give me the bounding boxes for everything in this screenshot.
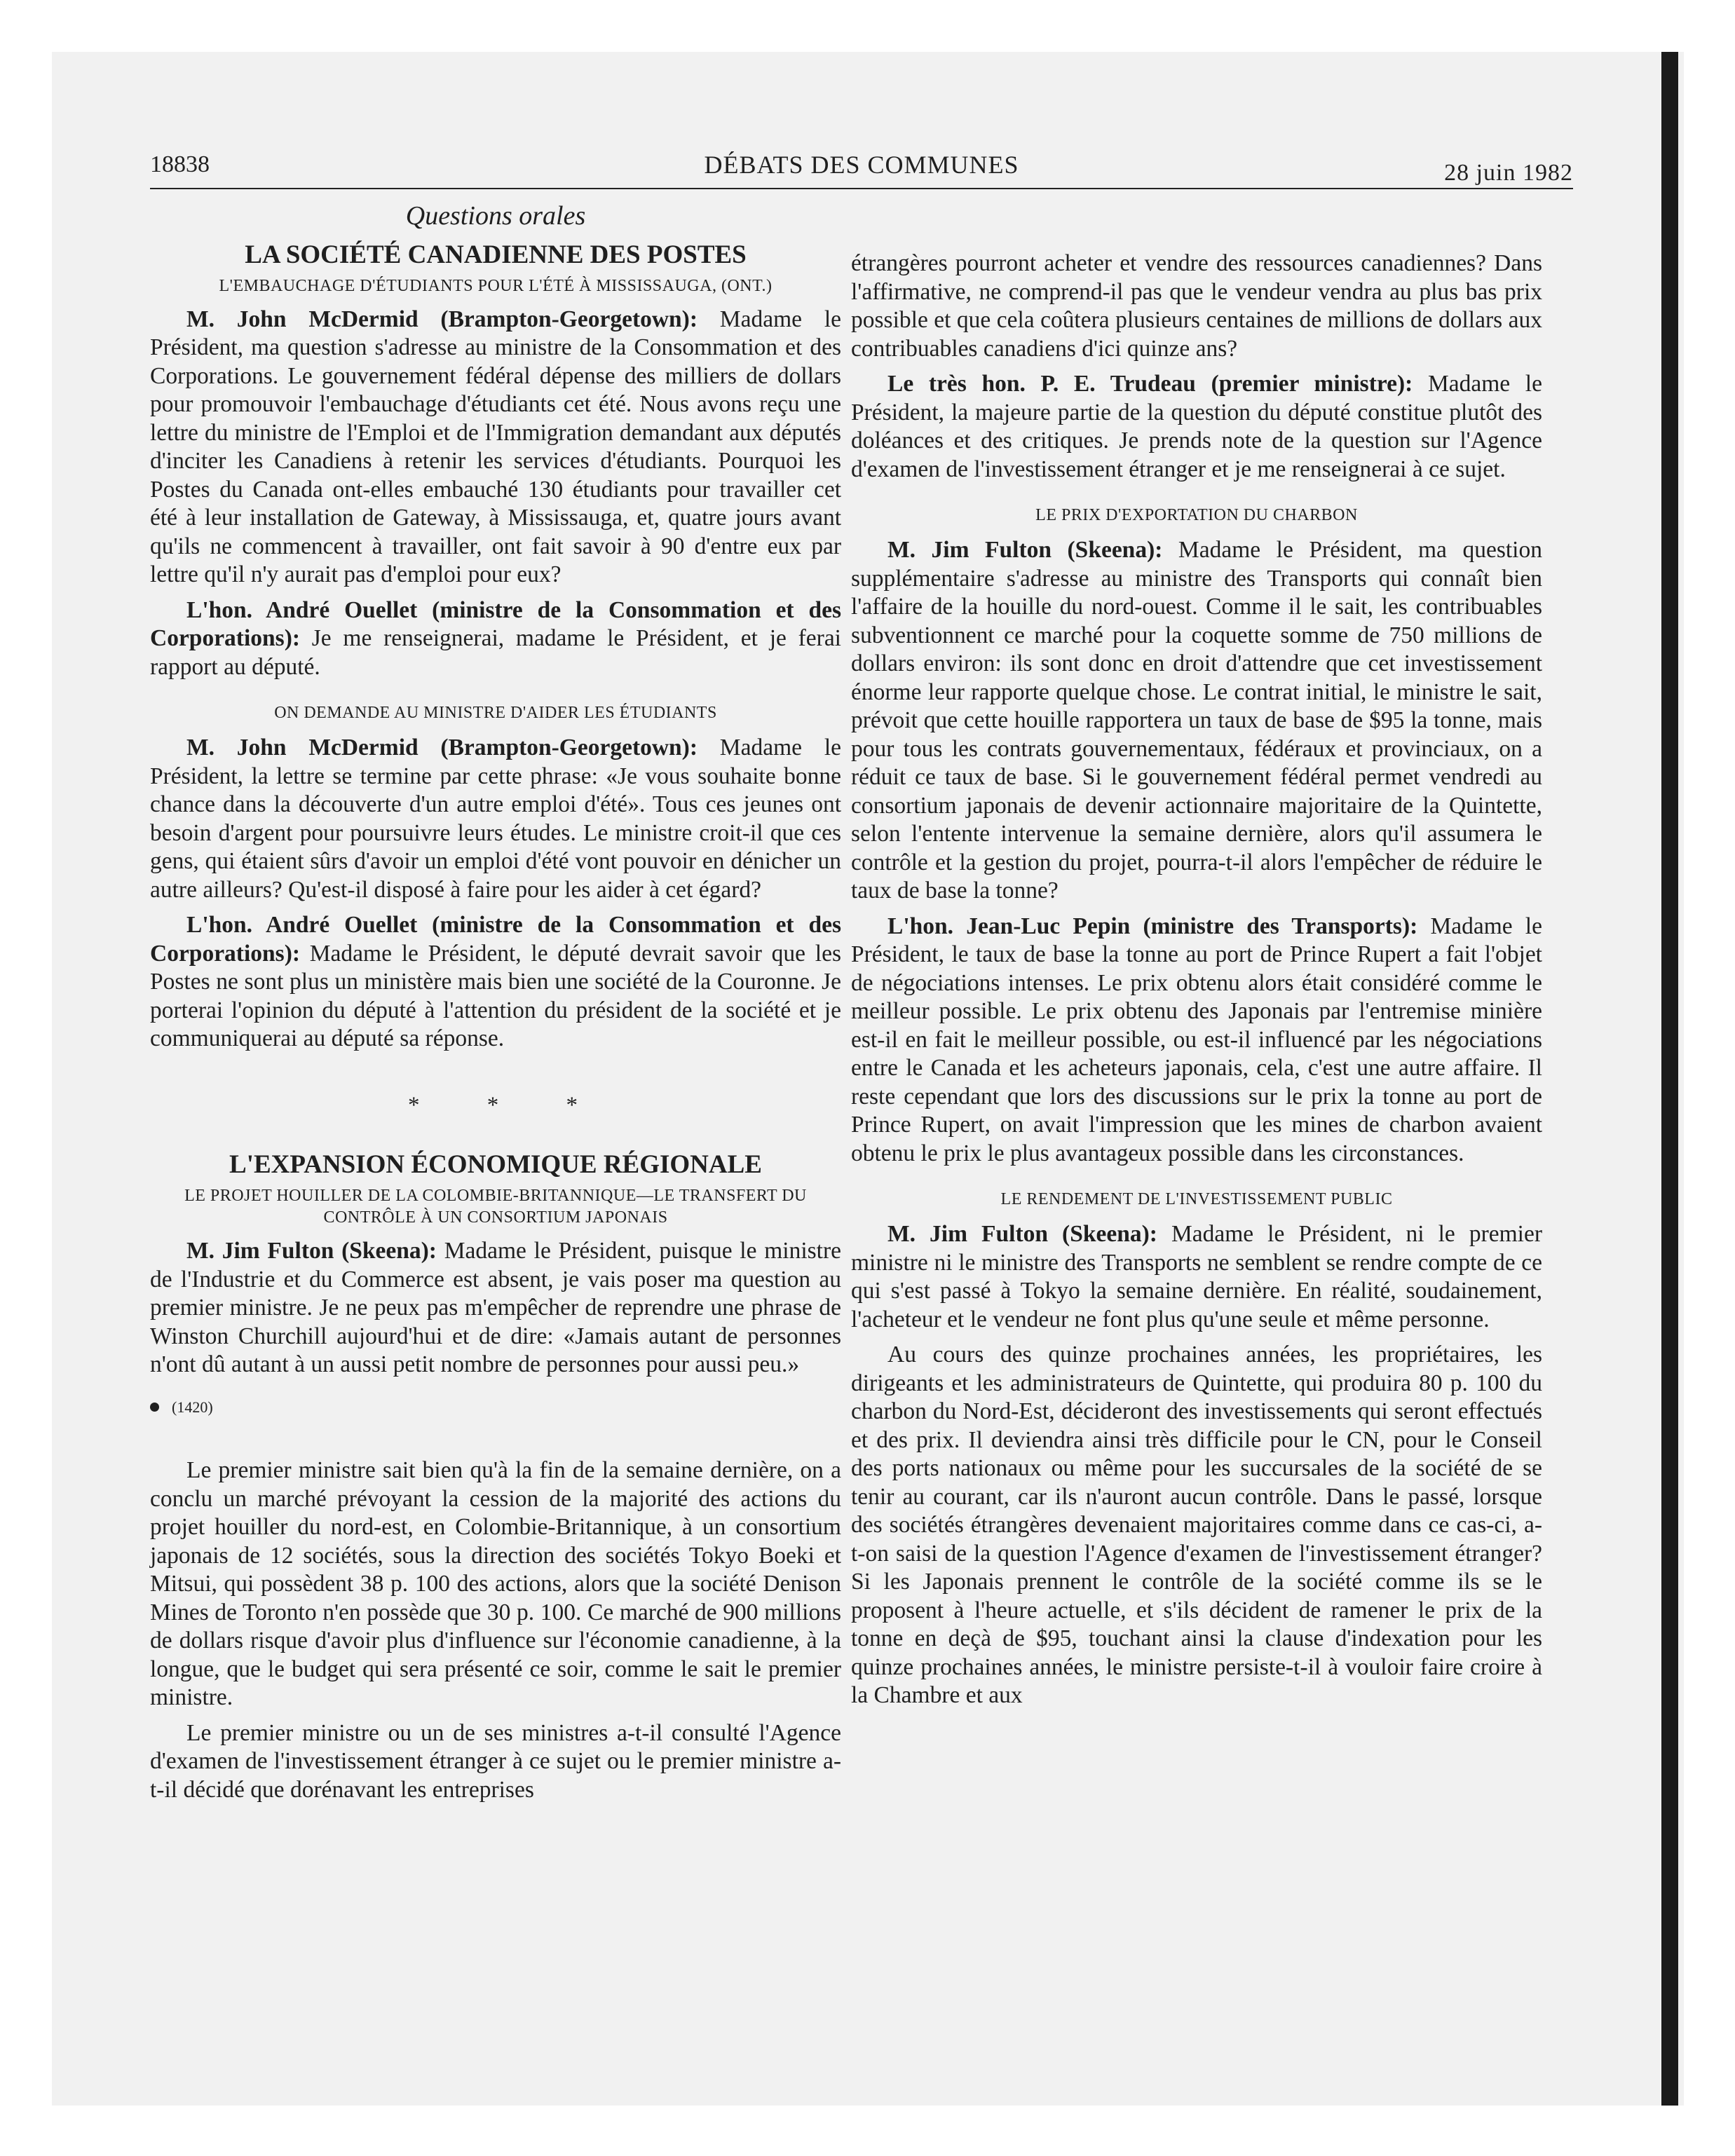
speaker-name: M. Jim Fulton (Skeena): [887, 537, 1163, 563]
left-column [150, 202, 841, 1811]
heading-postes: LA SOCIÉTÉ CANADIENNE DES POSTES [245, 240, 747, 269]
speaker-name: Le très hon. P. E. Trudeau (premier ministre): [887, 371, 1413, 397]
speaker-name: M. Jim Fulton (Skeena): [186, 1238, 437, 1264]
paragraph [150, 734, 841, 904]
subheading-embauche: L'EMBAUCHAGE D'ÉTUDIANTS POUR L'ÉTÉ À MISSISSAUGA, (ONT.) [219, 276, 773, 295]
speech-text: Madame le Président, puisque le ministre de l'Industrie et du Commerce est absent, je vais poser ma question au premier ministre. Je ne peux pas m'empêcher de reprendre une phrase de Winston Churchill aujourd'hui et de dire: «Jamais autant de personnes n'ont dû autant à un aussi petit nombre de personnes pour aussi peu.» [150, 1238, 842, 1377]
time-marker-text: (1420) [172, 1398, 213, 1416]
speaker-name: M. John McDermid (Brampton-Georgetown): [186, 735, 698, 760]
time-marker [150, 1393, 841, 1422]
speaker-name: L'hon. André Ouellet (ministre de la Consommation et des Corporations): [150, 912, 841, 967]
speech-text: Je me renseignerai, madame le Président, et je ferai rapport au député. [150, 625, 841, 680]
publication-title: DÉBATS DES COMMUNES [704, 151, 1019, 179]
paragraph [851, 370, 1542, 484]
speech-text: Madame le Président, le député devrait savoir que les Postes ne sont plus un ministère mais bien une société de la Couronne. Je porterai l'opinion du député à l'attention du président de la société et je communiquerai au député sa réponse. [150, 940, 841, 1051]
speaker-name: M. Jim Fulton (Skeena): [887, 1221, 1157, 1247]
paragraph: Le premier ministre sait bien qu'à la fin de la semaine dernière, on a conclu un marché prévoyant la cession de la majorité des actions du projet houiller du nord-est, en Colombie-Britannique, à un consortium japonais de 12 sociétés, sous la direction des sociétés Tokyo Boeki et Mitsui, qui possèdent 38 p. 100 des actions, alors que la société Denison Mines de Toronto n'en possède que 30 p. 100. Ce marché de 900 millions de dollars risque d'avoir plus d'influence sur l'économie canadienne, à la longue, que le budget qui sera présenté ce soir, comme le sait le premier ministre. [150, 1457, 841, 1710]
paragraph [851, 1220, 1542, 1334]
paragraph [150, 1237, 841, 1379]
speaker-name: L'hon. André Ouellet (ministre de la Consommation et des Corporations): [150, 596, 841, 651]
subheading-charbon: LE PRIX D'EXPORTATION DU CHARBON [1035, 506, 1358, 524]
speaker-name: M. John McDermid (Brampton-Georgetown): [186, 306, 698, 332]
subheading-rendement: LE RENDEMENT DE L'INVESTISSEMENT PUBLIC [1000, 1190, 1393, 1208]
page-number: 18838 [150, 151, 210, 177]
speech-text: Madame le Président, le taux de base la tonne au port de Prince Rupert a fait l'objet de négociations intenses. Le prix obtenu alors était considéré comme le meilleur possible. Le prix obtenu des Japonais par l'entremise minière est-il en fait le meilleur possible, ou est-il influencé par les négociations entre le Canada et les acheteurs japonais, cela, c'est une autre affaire. Il reste cependant que lors des discussions sur le prix la tonne au port de Prince Rupert, on avait l'impression que les mines de charbon avaient obtenu le prix le plus avantageux possible dans les circonstances. [851, 913, 1542, 1166]
paragraph-continued: étrangères pourront acheter et vendre des ressources canadiennes? Dans l'affirmative, ne comprend-il pas que le vendeur vendra au plus bas prix possible et que cela coûtera plusieurs centaines de millions de dollars aux contribuables canadiens d'ici quinze ans? [851, 250, 1542, 362]
bullet-icon [150, 1403, 159, 1412]
speech-text: Madame le Président, la majeure partie de la question du député constitue plutôt des doléances et des critiques. Je prends note de la question sur l'Agence d'examen de l'investissement étranger et je me renseignerai à ce sujet. [851, 371, 1542, 482]
paragraph: Au cours des quinze prochaines années, les propriétaires, les dirigeants et les administrateurs de Quintette, qui produira 80 p. 100 du charbon du Nord-Est, décideront des investissements qui seront effectués et des prix. Il deviendra ainsi très difficile pour le CN, pour le Conseil des ports nationaux ou même pour les succursales de la société de se tenir au courant, car ils n'auront aucun contrôle. Dans le passé, lorsque des sociétés étrangères devenaient majoritaires comme dans ce cas-ci, a-t-on saisi de la question l'Agence d'examen de l'investissement étranger? Si les Japonais prennent le contrôle de la société comme ils se le proposent à l'heure actuelle, et s'ils décident de ramener le prix de la tonne en deçà de $95, touchant ainsi la clause d'indexation pour les quinze prochaines années, le ministre persiste-t-il à vouloir faire croire à la Chambre et aux [851, 1342, 1542, 1708]
paragraph [150, 306, 841, 589]
header-rule [150, 188, 1573, 189]
paragraph [150, 911, 841, 1053]
page-date: 28 juin 1982 [1444, 160, 1573, 186]
section-separator: * * * [408, 1092, 608, 1118]
right-column [851, 250, 1542, 1717]
section-label: Questions orales [405, 201, 586, 231]
speech-text: Madame le Président, ma question s'adresse au ministre de la Consommation et des Corporations. Le gouvernement fédéral dépense des milliers de dollars pour promouvoir l'embauchage d'étudiants cet été. Nous avons reçu une lettre du ministre de l'Emploi et de l'Immigration demandant aux députés d'inciter les Canadiens à retenir les services d'étudiants. Pourquoi les Postes du Canada ont-elles embauché 130 étudiants pour travailler cet été à leur installation de Gateway, à Mississauga, et, quatre jours avant qu'ils ne commencent à travailler, ont fait savoir à 90 d'entre eux par lettre qu'il n'y aurait pas d'emploi pour eux? [150, 306, 841, 587]
subheading-projet: LE PROJET HOUILLER DE LA COLOMBIE-BRITANNIQUE—LE TRANSFERT DU CONTRÔLE À UN CONSORTIUM JAPONAIS [184, 1187, 807, 1227]
speaker-name: L'hon. Jean-Luc Pepin (ministre des Transports): [887, 913, 1418, 939]
subheading-aider: ON DEMANDE AU MINISTRE D'AIDER LES ÉTUDIANTS [274, 704, 717, 722]
paragraph [150, 596, 841, 682]
paragraph [851, 913, 1542, 1168]
page-header [150, 149, 1573, 191]
speech-text: Madame le Président, ma question supplémentaire s'adresse au ministre des Transports qui connaît bien l'affaire de la houille du nord-ouest. Comme il le sait, les contribuables subventionnent ce marché pour la coquette somme de 750 millions de dollars environ: ils sont donc en droit d'attendre que cet investissement énorme leur rapporte quelque chose. Le contrat initial, le ministre le sait, prévoit que cette houille rapportera un taux de base de $95 la tonne, mais pour tous les contrats gouvernementaux, fédéraux et provinciaux, on a réduit ce taux de base. Si le gouvernement fédéral permet vendredi au consortium japonais de devenir actionnaire majoritaire de la Quintette, selon l'entente intervenue la semaine dernière, alors qu'il assumera le contrôle et la gestion du projet, pourra-t-il alors l'empêcher de réduire le taux de base la tonne? [851, 537, 1542, 903]
page-edge-shadow [1661, 52, 1678, 2106]
heading-expansion: L'EXPANSION ÉCONOMIQUE RÉGIONALE [229, 1150, 762, 1179]
speech-text: Madame le Président, ni le premier ministre ni le ministre des Transports ne semblent se rendre compte de ce qui s'est passé à Tokyo la semaine dernière. En réalité, soudainement, l'acheteur et le vendeur ne font plus qu'une seule et même personne. [851, 1221, 1542, 1332]
speech-text: Madame le Président, la lettre se termine par cette phrase: «Je vous souhaite bonne chance dans la découverte d'un autre emploi d'été». Tous ces jeunes ont besoin d'argent pour poursuivre leurs études. Le ministre croit-il que ces gens, qui étaient sûrs d'avoir un emploi d'été vont pouvoir en dénicher un autre ailleurs? Qu'est-il disposé à faire pour les aider à cet égard? [150, 735, 841, 903]
paragraph [851, 536, 1542, 906]
paragraph: Le premier ministre ou un de ses ministres a-t-il consulté l'Agence d'examen de l'investissement étranger à ce sujet ou le premier ministre a-t-il décidé que dorénavant les entreprises [150, 1719, 841, 1803]
